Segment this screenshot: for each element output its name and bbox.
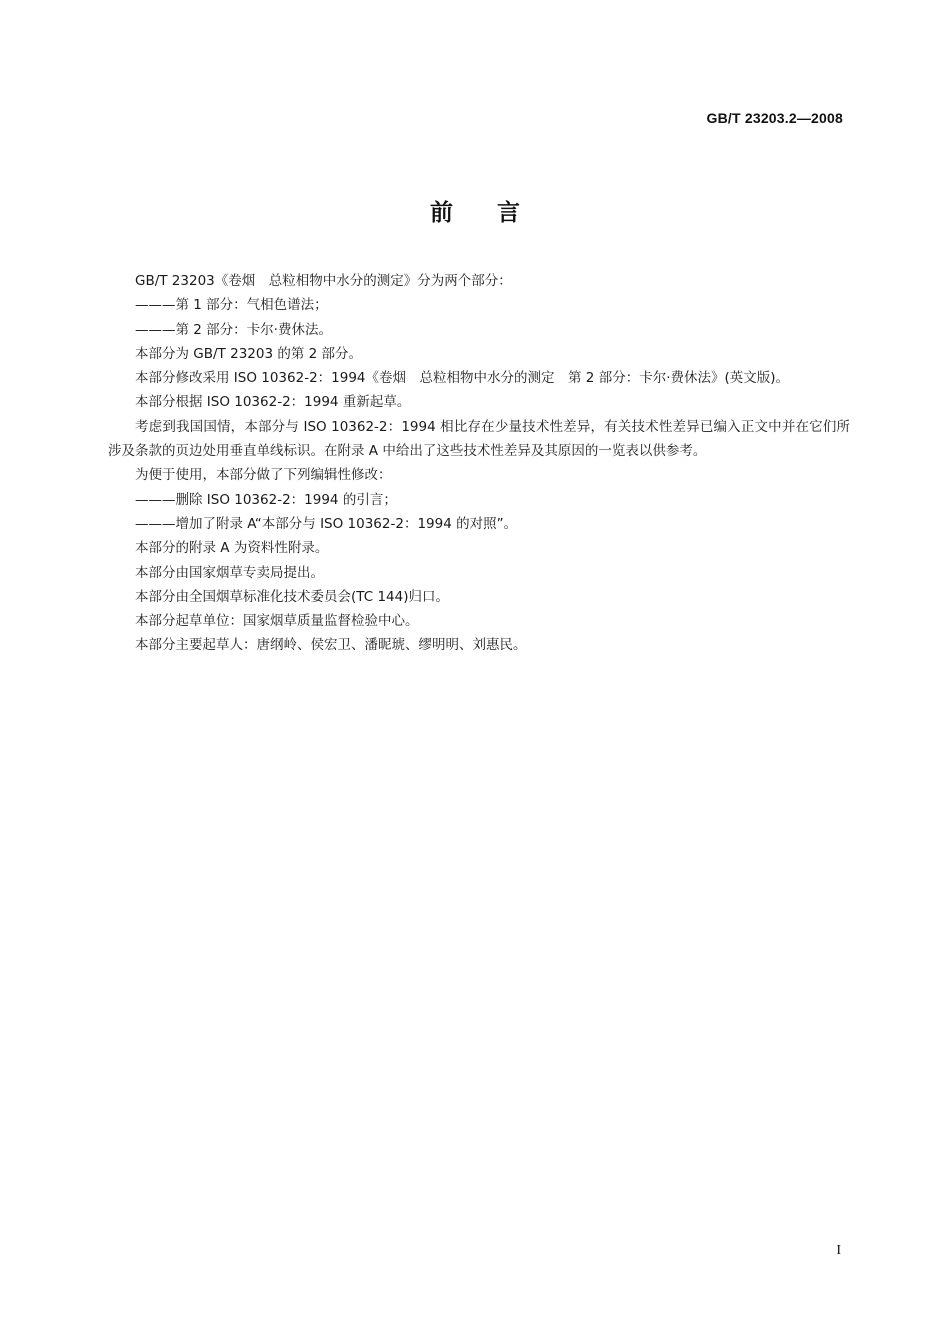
paragraph-redrafted: 本部分根据 ISO 10362-2：1994 重新起草。 — [135, 394, 411, 411]
paragraph-editorial-1: ———删除 ISO 10362-2：1994 的引言； — [135, 491, 397, 508]
page-title: 前言 — [430, 200, 564, 226]
paragraph-drafting-unit: 本部分起草单位：国家烟草质量监督检验中心。 — [135, 613, 419, 630]
paragraph-editorial-intro: 为便于使用，本部分做了下列编辑性修改： — [135, 467, 392, 484]
paragraph-editorial-2: ———增加了附录 A“本部分与 ISO 10362-2：1994 的对照”。 — [135, 515, 518, 532]
foreword-body — [108, 269, 850, 658]
paragraph-centralized-by: 本部分由全国烟草标准化技术委员会(TC 144)归口。 — [135, 588, 449, 605]
standard-number: GB/T 23203.2—2008 — [706, 110, 843, 126]
paragraph-part-2: ———第 2 部分：卡尔·费休法。 — [135, 321, 332, 338]
page-number: I — [836, 1243, 841, 1258]
paragraph-parts-intro: GB/T 23203《卷烟 总粒相物中水分的测定》分为两个部分： — [135, 273, 512, 289]
paragraph-annex-a: 本部分的附录 A 为资料性附录。 — [135, 540, 329, 557]
paragraph-drafters: 本部分主要起草人：唐纲岭、侯宏卫、潘昵琥、缪明明、刘惠民。 — [135, 637, 527, 654]
paragraph-this-part: 本部分为 GB/T 23203 的第 2 部分。 — [135, 345, 363, 362]
paragraph-technical-differences: 考虑到我国国情，本部分与 ISO 10362-2：1994 相比存在少量技术性差异，有关技术性差异已编入正文中并在它们所涉及条款的页边处用垂直单线标识。在附录 A 中给出了这些技术性差异及其原因的一览表以供参考。 — [108, 418, 850, 460]
paragraph-proposed-by: 本部分由国家烟草专卖局提出。 — [135, 564, 324, 581]
paragraph-part-1: ———第 1 部分：气相色谱法； — [135, 297, 328, 314]
paragraph-iso-adoption: 本部分修改采用 ISO 10362-2：1994《卷烟 总粒相物中水分的测定 第 2 部分：卡尔·费休法》(英文版)。 — [135, 370, 790, 387]
